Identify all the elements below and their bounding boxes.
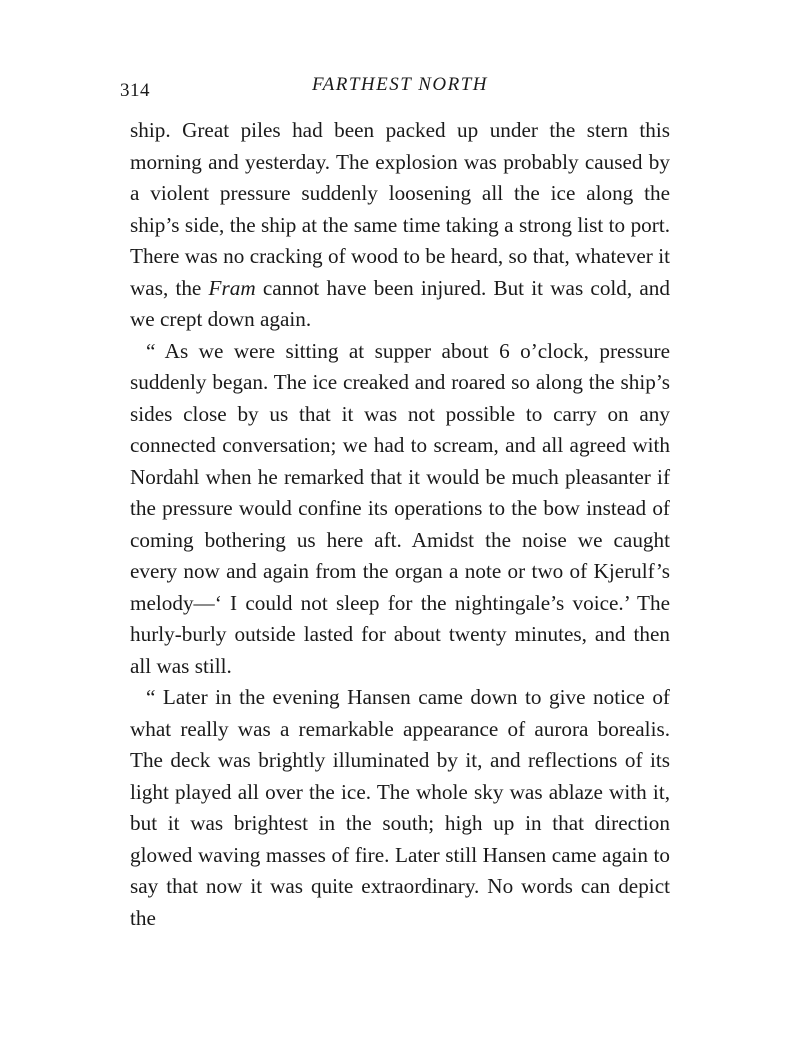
- paragraph-text: “ Later in the evening Hansen came down to give notice of what really was a remarkable appearance of aurora borealis. The deck was brightly illuminated by it, and reflections of its light played all over the ice. The whole sky was ablaze with it, but it was brightest in the south; high up in that direction glowed waving masses of fire. Later still Hansen came again to say that now it was quite extraordinary. No words can depict the: [130, 685, 670, 930]
- paragraph: [130, 336, 670, 683]
- running-head: FARTHEST NORTH: [311, 74, 489, 95]
- page-header: [120, 74, 670, 104]
- paragraph-text: cannot have been injured. But it was cold, and we crept down again.: [130, 275, 670, 331]
- body-text: [130, 115, 670, 934]
- paragraph-text: ship. Great piles had been packed up under the stern this morning and yesterday. The explosion was probably caused by a violent pressure suddenly loosening all the ice along the ship’s side, the ship at the same time taking a strong list to port. There was no cracking of wood to be heard, so that, whatever it was, the: [130, 118, 670, 300]
- italic-text: Fram: [208, 275, 256, 300]
- paragraph: [130, 682, 670, 934]
- paragraph: [130, 115, 670, 336]
- paragraph-text: “ As we were sitting at supper about 6 o’clock, pressure suddenly began. The ice creaked and roared so along the ship’s sides close by us that it was not possible to carry on any connected conversation; we had to scream, and all agreed with Nordahl when he remarked that it would be much pleasanter if the pressure would confine its operations to the bow instead of coming bothering us here aft. Amidst the noise we caught every now and again from the organ a note or two of Kjerulf’s melody—‘ I could not sleep for the nightingale’s voice.’ The hurly-burly outside lasted for about twenty minutes, and then all was still.: [130, 338, 670, 678]
- page-number: 314: [120, 80, 150, 101]
